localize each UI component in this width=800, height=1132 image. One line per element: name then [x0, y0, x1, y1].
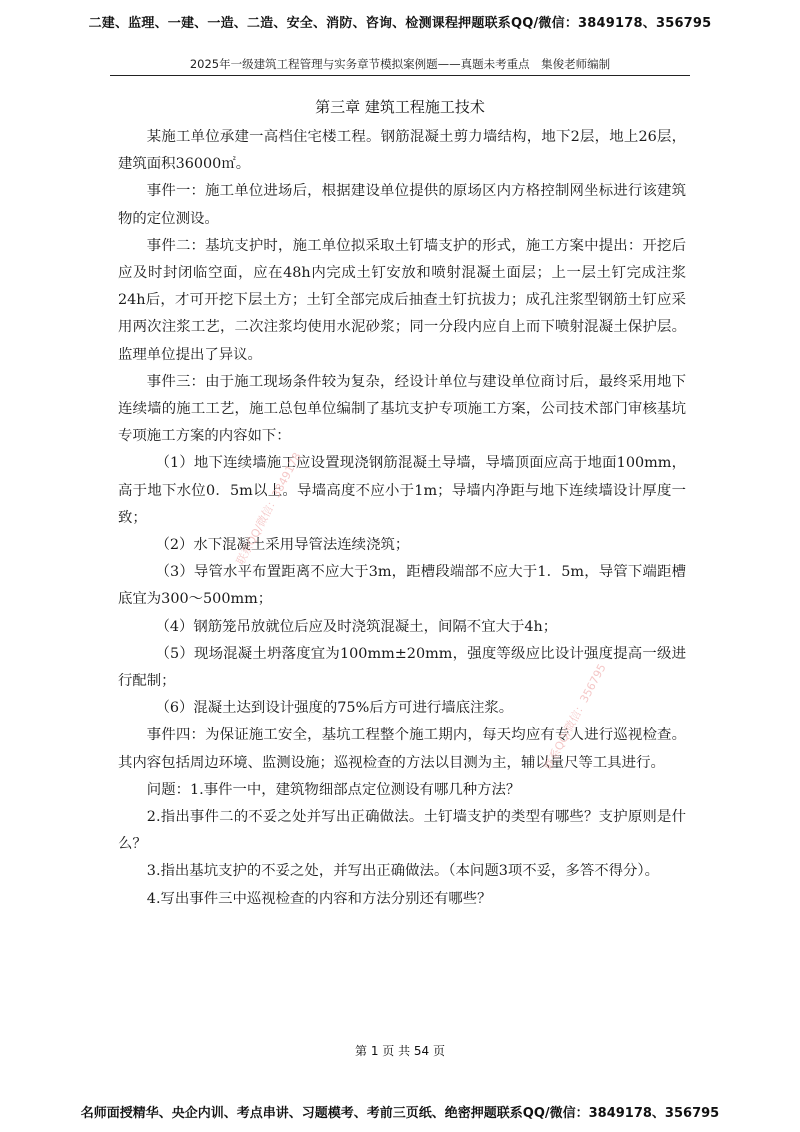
bottom-banner: 名师面授精华、央企内训、考点串讲、习题模考、考前三页纸、绝密押题联系QQ/微信：3849178、356795	[80, 1106, 720, 1121]
question-3: 3.指出基坑支护的不妥之处，并写出正确做法。（本问题3项不妥，多答不得分）。	[146, 863, 659, 880]
page-number: 第 1 页 共 54 页	[355, 1044, 445, 1058]
chapter-title: 第三章 建筑工程施工技术	[315, 98, 485, 116]
requirement-item-1: （1）地下连续墙施工应设置现浇钢筋混凝土导墙，导墙顶面应高于地面100mm，高于地下水位0．5m以上。导墙高度不应小于1m；导墙内净距与地下连续墙设计厚度一致；	[118, 455, 686, 526]
intro-paragraph: 某施工单位承建一高档住宅楼工程。钢筋混凝土剪力墙结构，地下2层，地上26层，建筑面积36000㎡。	[118, 129, 686, 173]
watermark-text: 联系QQ/微信：3849178	[233, 450, 304, 568]
event-2-paragraph: 事件二：基坑支护时，施工单位拟采取土钉墙支护的形式，施工方案中提出：开挖后应及时封闭临空面，应在48h内完成土钉安放和喷射混凝土面层；上一层土钉完成注浆24h后，才可开挖下层土方；土钉全部完成后抽查土钉抗拔力；成孔注浆型钢筋土钉应采用两次注浆工艺，二次注浆均使用水泥砂浆；同一分段内应自上而下喷射混凝土保护层。监理单位提出了异议。	[118, 237, 686, 363]
top-banner: 二建、监理、一建、一造、二造、安全、消防、咨询、检测课程押题联系QQ/微信：3849178、356795	[88, 16, 712, 31]
event-1-paragraph: 事件一：施工单位进场后，根据建设单位提供的原场区内方格控制网坐标进行该建筑物的定位测设。	[118, 183, 686, 227]
question-4: 4.写出事件三中巡视检查的内容和方法分别还有哪些？	[146, 890, 492, 907]
requirement-item-2: （2）水下混凝土采用导管法连续浇筑；	[155, 537, 410, 554]
header-rule	[110, 75, 690, 76]
document-body	[118, 124, 686, 913]
event-4-paragraph: 事件四：为保证施工安全，基坑工程整个施工期内，每天均应有专人进行巡视检查。其内容包括周边环境、监测设施；巡视检查的方法以目测为主，辅以量尺等工具进行。	[118, 727, 686, 771]
requirement-item-3: （3）导管水平布置距离不应大于3m，距槽段端部不应大于1．5m，导管下端距槽底宜为300～500mm；	[118, 564, 686, 608]
requirement-item-6: （6）混凝土达到设计强度的75%后方可进行墙底注浆。	[155, 700, 514, 717]
requirement-item-5: （5）现场混凝土坍落度宜为100mm±20mm，强度等级应比设计强度提高一级进行配制；	[118, 645, 686, 690]
question-2: 2.指出事件二的不妥之处并写出正确做法。土钉墙支护的类型有哪些？支护原则是什么？	[118, 809, 686, 853]
event-3-paragraph: 事件三：由于施工现场条件较为复杂，经设计单位与建设单位商讨后，最终采用地下连续墙的施工工艺，施工总包单位编制了基坑支护专项施工方案，公司技术部门审核基坑专项施工方案的内容如下：	[118, 373, 686, 445]
requirement-item-4: （4）钢筋笼吊放就位后应及时浇筑混凝土，间隔不宜大于4h；	[155, 618, 558, 635]
document-header: 2025年一级建筑工程管理与实务章节模拟案例题——真题未考重点 集俊老师编制	[189, 57, 611, 71]
question-1: 问题：1.事件一中，建筑物细部点定位测设有哪几种方法？	[146, 781, 521, 798]
watermark-text: 联系QQ/微信：356795	[541, 661, 609, 773]
